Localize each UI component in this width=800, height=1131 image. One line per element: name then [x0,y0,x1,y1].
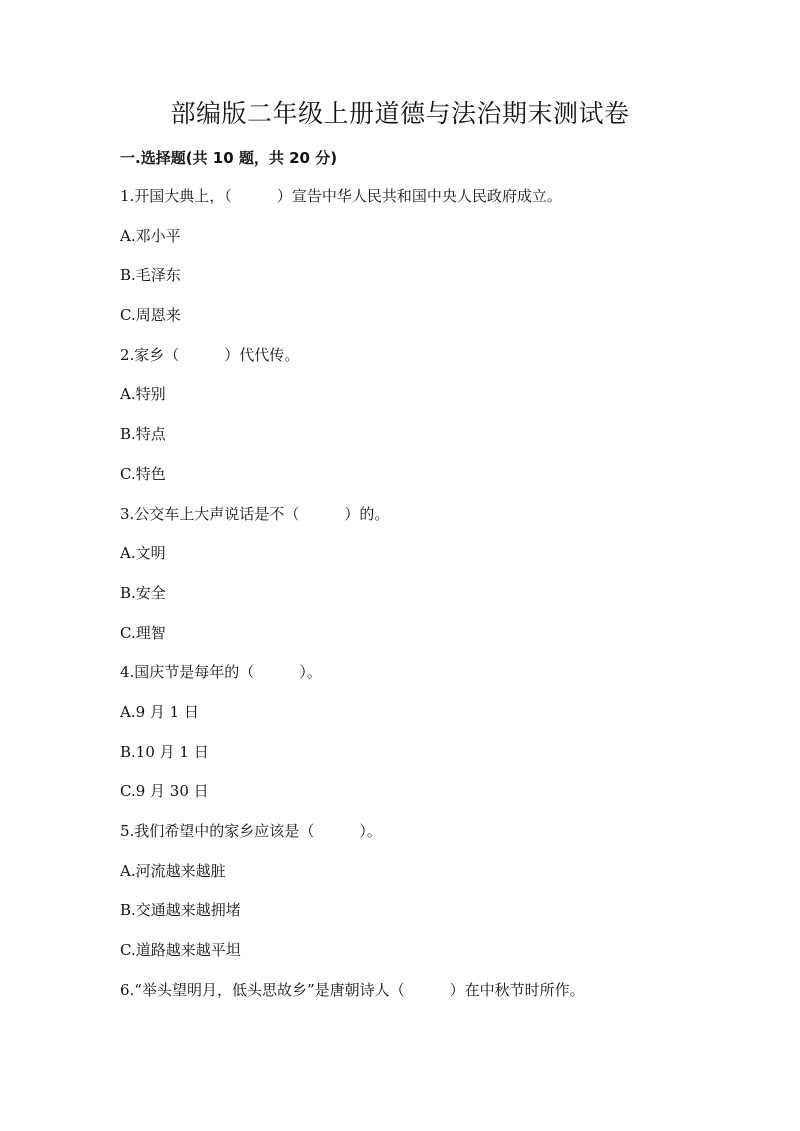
question-stem: 5.我们希望中的家乡应该是（ ）。 [120,822,382,840]
option: C.9 月 30 日 [120,782,209,801]
page-title: 部编版二年级上册道德与法治期末测试卷 [170,99,630,128]
option: A.文明 [120,544,166,563]
option: A.河流越来越脏 [120,861,226,880]
option: A.特别 [120,385,166,404]
option: A.9 月 1 日 [120,702,199,721]
option: B.交通越来越拥堵 [120,901,241,920]
option: C.理智 [120,623,166,642]
option: C.道路越来越平坦 [120,941,241,960]
option: B.毛泽东 [120,266,181,285]
question-list [120,186,720,1019]
option: A.邓小平 [120,226,181,245]
option: C.特色 [120,464,166,483]
question-stem: 6.“举头望明月，低头思故乡”是唐朝诗人（ ）在中秋节时所作。 [120,980,585,999]
question-stem: 3.公交车上大声说话是不（ ）的。 [120,504,390,523]
option: B.安全 [120,583,166,602]
option: B.特点 [120,425,166,444]
question-stem: 2.家乡（ ）代代传。 [120,345,300,364]
question-stem: 4.国庆节是每年的（ ）。 [120,663,322,682]
option: C.周恩来 [120,306,181,325]
option: B.10 月 1 日 [120,742,209,761]
question-stem: 1.开国大典上，（ ）宣告中华人民共和国中央人民政府成立。 [120,187,562,205]
section-heading: 一.选择题(共 10 题，共 20 分) [120,149,338,167]
